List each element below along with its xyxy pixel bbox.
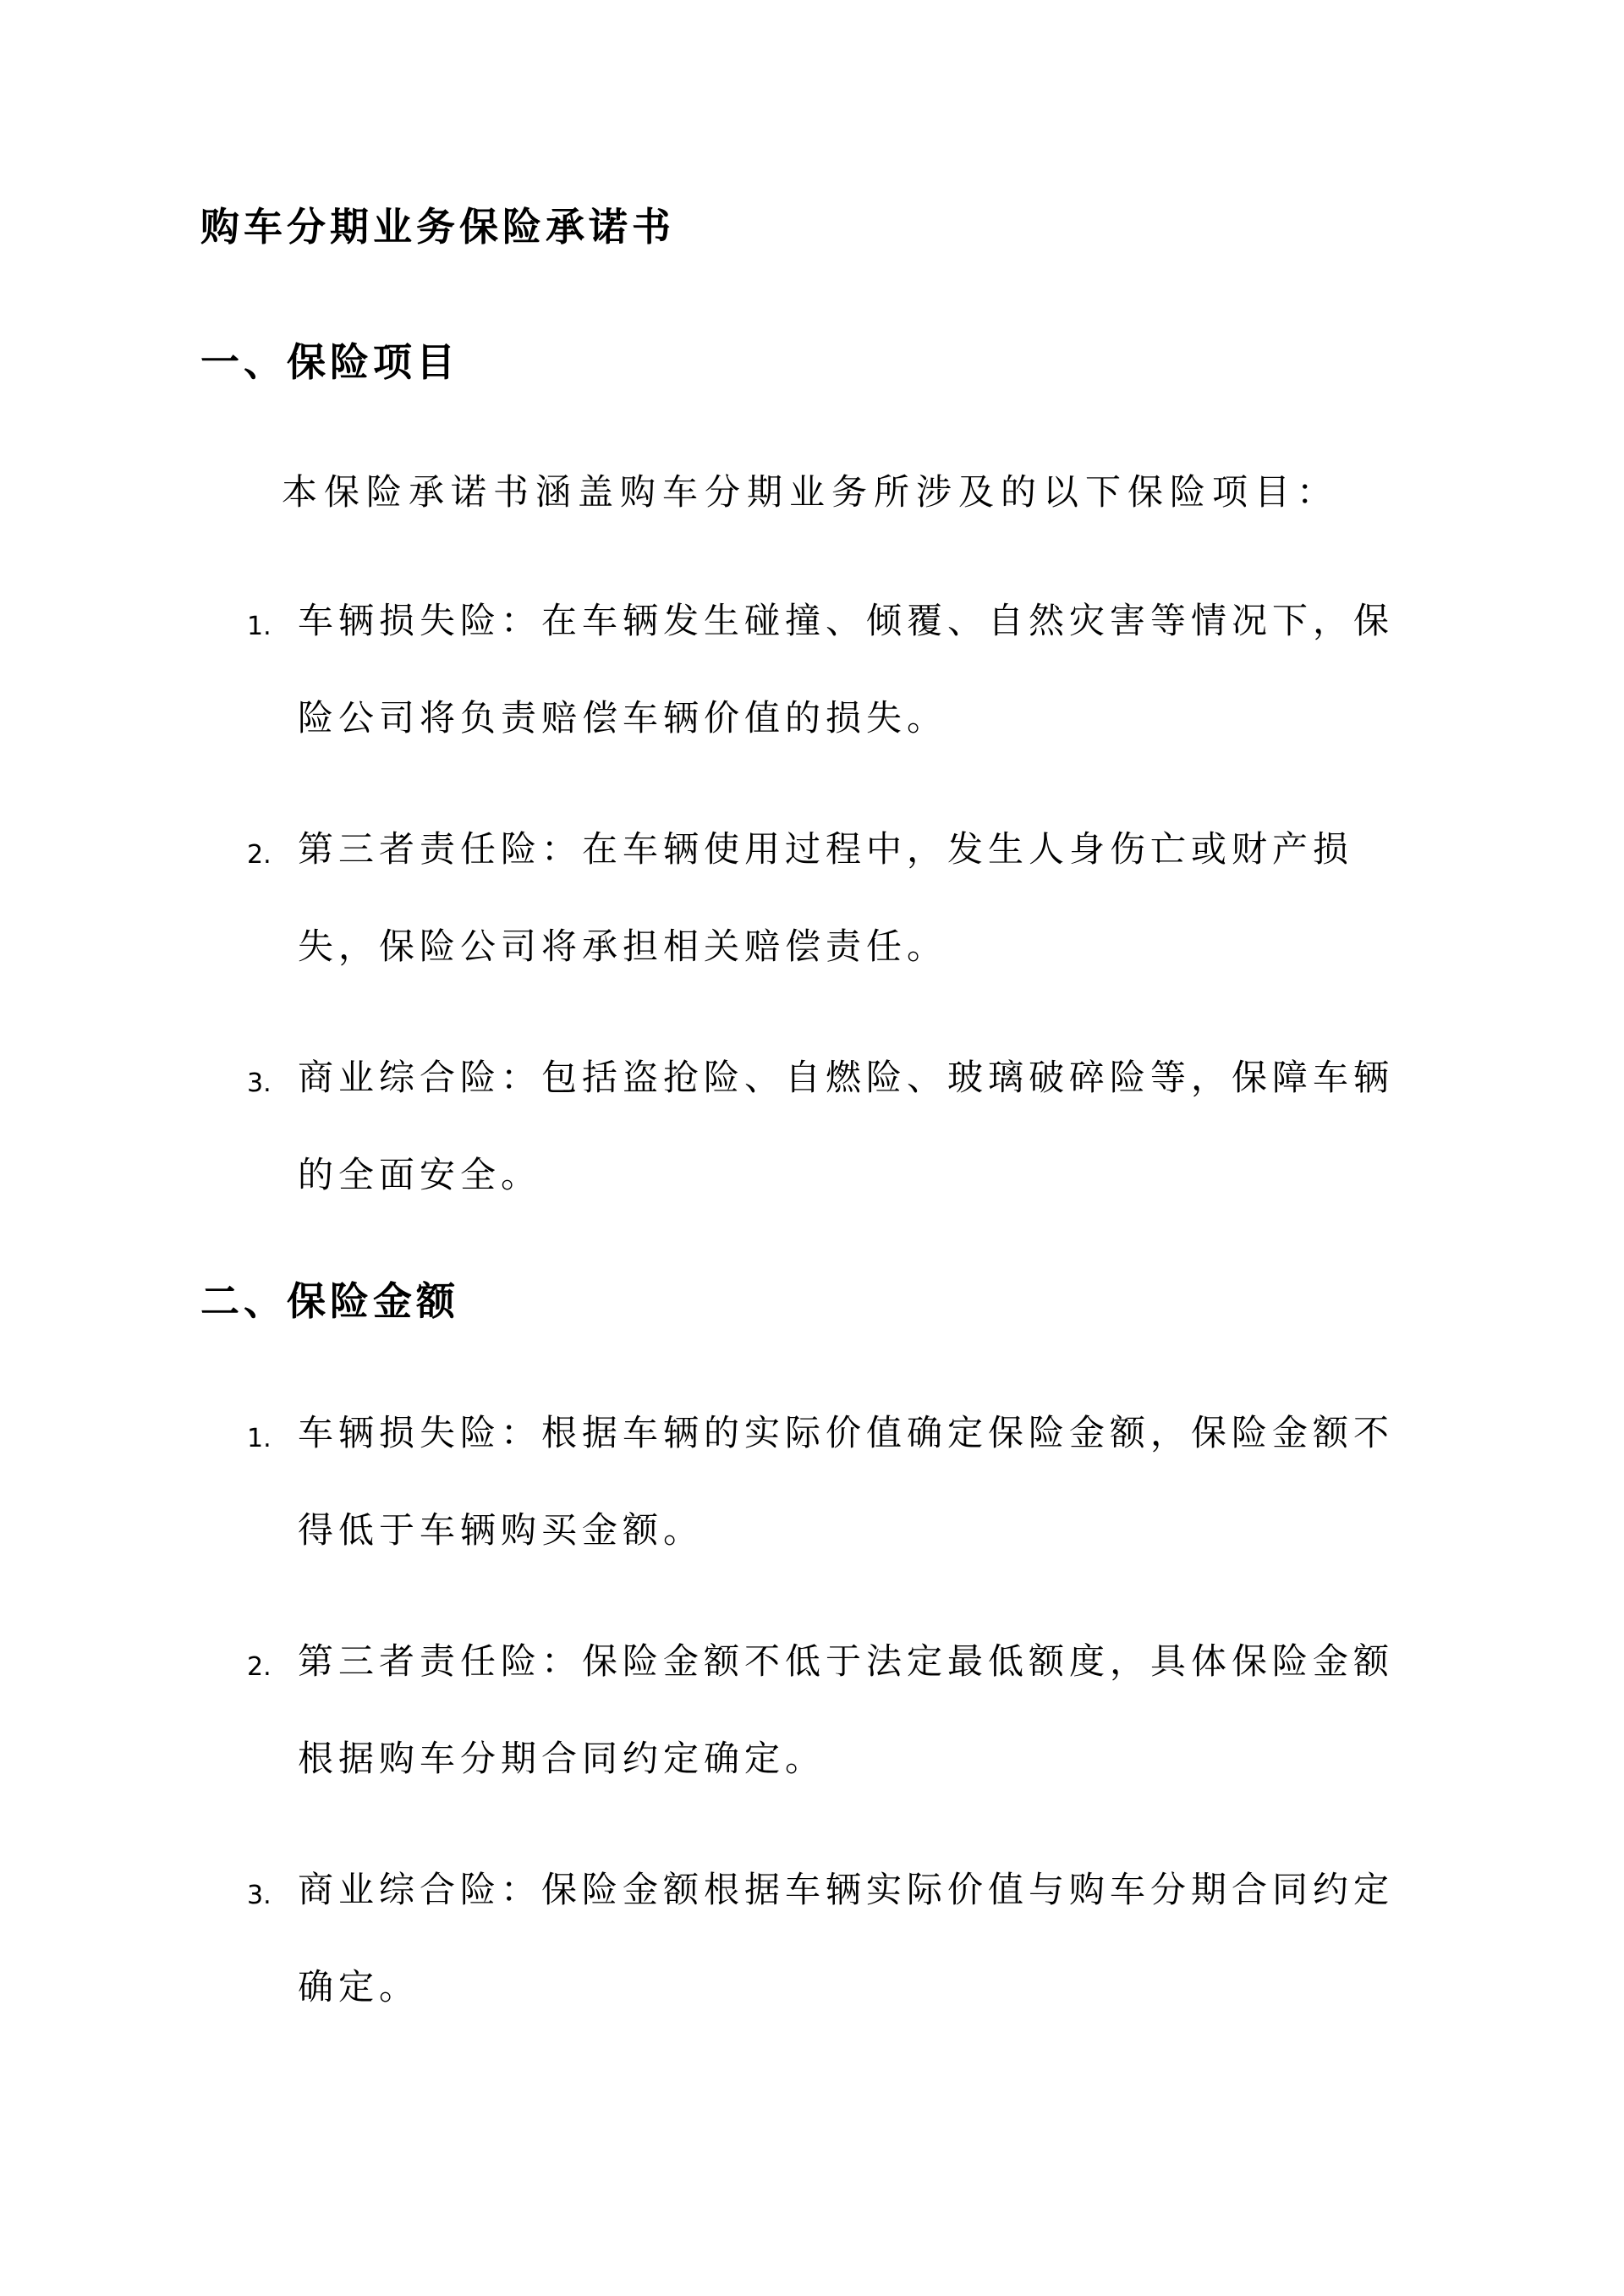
list-item-text: 车辆损失险：在车辆发生碰撞、倾覆、自然灾害等情况下，保险公司将负责赔偿车辆价值的损失。 bbox=[298, 600, 1395, 739]
list-item-number: 2. bbox=[247, 840, 272, 870]
list-item-text: 第三者责任险：保险金额不低于法定最低额度，具体保险金额根据购车分期合同约定确定。 bbox=[298, 1640, 1395, 1779]
section-heading-insurance-amount: 二、保险金额 bbox=[200, 1278, 459, 1324]
list-item-number: 1. bbox=[247, 612, 272, 641]
list-item-text: 车辆损失险：根据车辆的实际价值确定保险金额，保险金额不得低于车辆购买金额。 bbox=[298, 1412, 1395, 1551]
section-intro: 本保险承诺书涵盖购车分期业务所涉及的以下保险项目： bbox=[282, 471, 1340, 513]
list-item-text: 第三者责任险：在车辆使用过程中，发生人身伤亡或财产损失，保险公司将承担相关赔偿责任。 bbox=[298, 828, 1354, 967]
list-item-number: 2. bbox=[247, 1652, 272, 1682]
list-item-number: 3. bbox=[247, 1881, 272, 1910]
document-title: 购车分期业务保险承诺书 bbox=[200, 204, 675, 250]
section-heading-insurance-items: 一、保险项目 bbox=[200, 339, 459, 385]
list-item-text: 商业综合险：包括盗抢险、自燃险、玻璃破碎险等，保障车辆的全面安全。 bbox=[298, 1057, 1395, 1195]
list-item-text: 商业综合险：保险金额根据车辆实际价值与购车分期合同约定确定。 bbox=[298, 1869, 1395, 2008]
list-item-number: 1. bbox=[247, 1424, 272, 1453]
list-item-number: 3. bbox=[247, 1068, 272, 1098]
